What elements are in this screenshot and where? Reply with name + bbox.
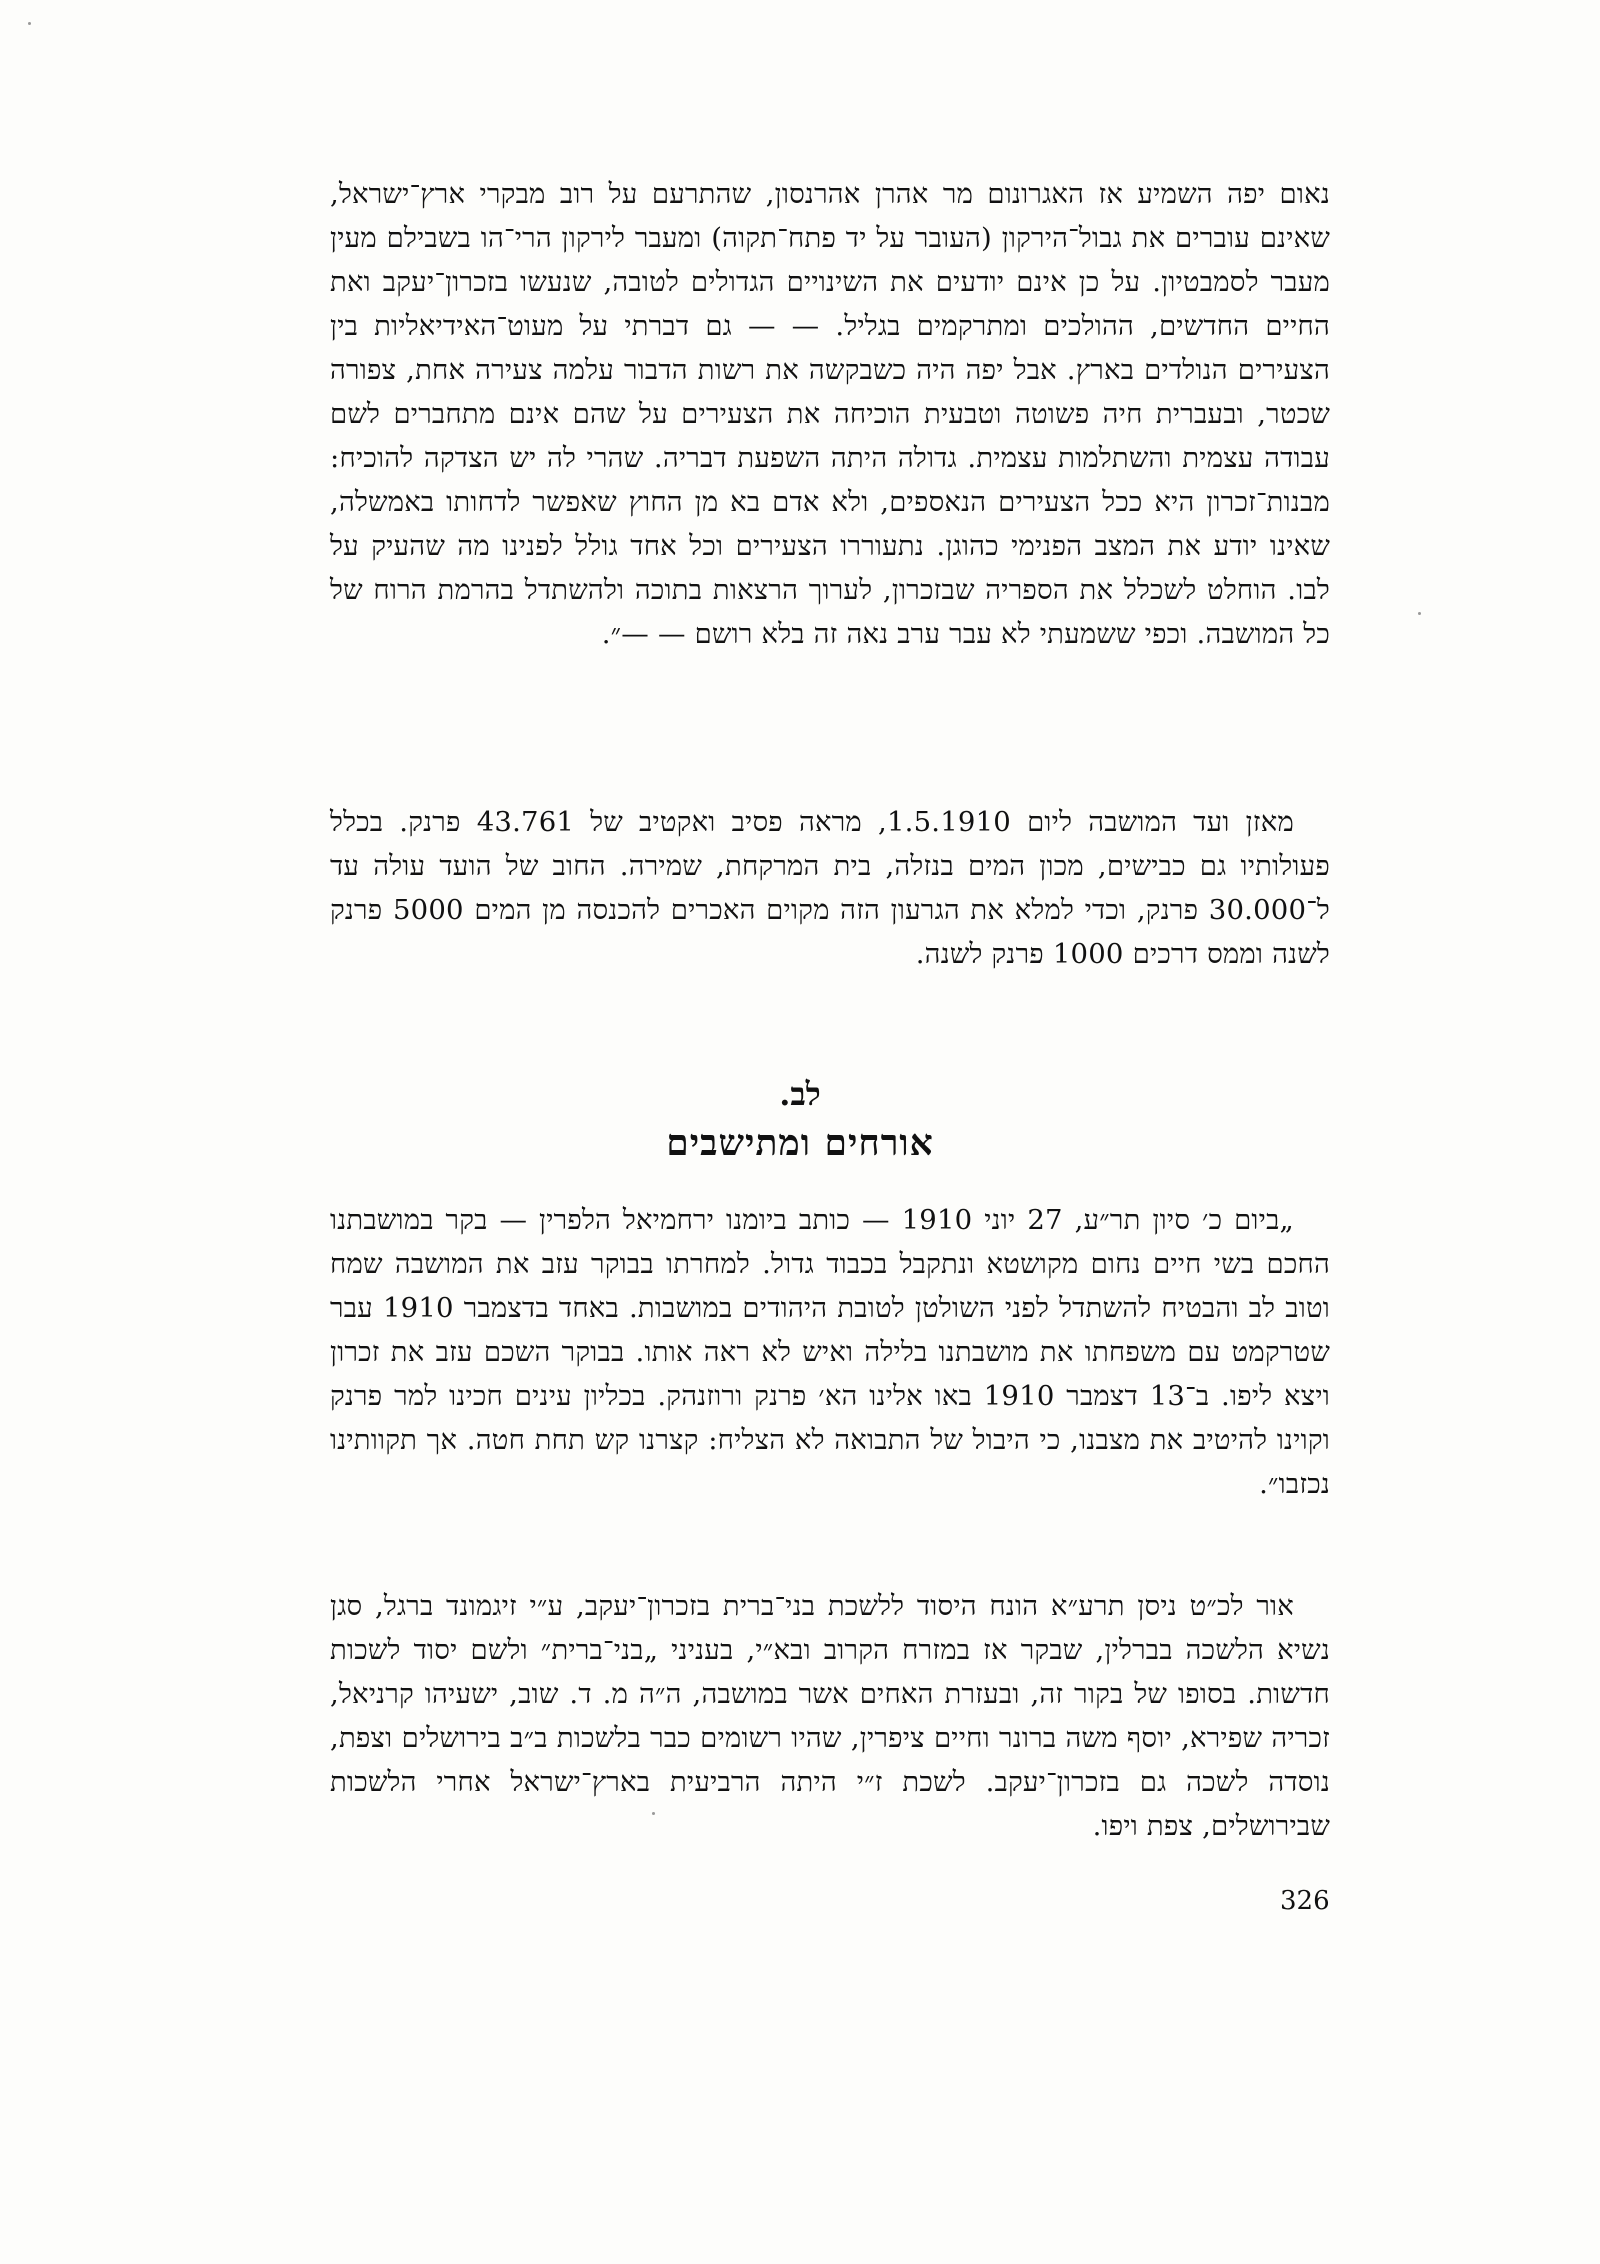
scan-speck (1418, 612, 1421, 615)
scan-speck (28, 22, 31, 25)
paragraph-block-1 (330, 172, 1330, 656)
paragraph-block-3 (330, 1198, 1330, 1506)
chapter-number: לב. (779, 1075, 821, 1113)
chapter-title: אורחים ומתישבים (666, 1122, 934, 1164)
paragraph-block-2 (330, 800, 1330, 976)
paragraph-speech: נאום יפה השמיע אז האגרונום מר אהרן אהרנסון, שהתרעם על רוב מבקרי ארץ־ישראל, שאינם עוברים את גבול־הירקון (העובר על יד פתח־תקוה) ומעבר לירקון הרי־הו בשבילם מעין מעבר לסמבטיון. על כן אינם יודעים את השינויים הגדולים לטובה, שנעשו בזכרון־יעקב ואת החיים החדשים, ההולכים ומתרקמים בגליל. — — גם דברתי על מעוט־האידיאליות בין הצעירים הנולדים בארץ. אבל יפה היה כשבקשה את רשות הדבור עלמה צעירה אחת, צפורה שכטר, ובעברית חיה פשוטה וטבעית הוכיחה את הצעירים על שהם אינם מתחברים לשם עבודה עצמית והשתלמות עצמית. גדולה היתה השפעת דבריה. שהרי לה יש הצדקה להוכיח: מבנות־זכרון היא ככל הצעירים הנאספים, ולא אדם בא מן החוץ שאפשר לדחותו באמשלה, שאינו יודע את המצב הפנימי כהוגן. נתעוררו הצעירים וכל אחד גולל לפנינו מה שהעיק על לבו. הוחלט לשכלל את הספריה שבזכרון, לערוך הרצאות בתוכה ולהשתדל בהרמת הרוח של כל המושבה. וכפי ששמעתי לא עבר ערב נאה זה בלא רושם — —״. (330, 178, 1330, 650)
scan-speck (652, 1812, 655, 1815)
paragraph-block-4 (330, 1584, 1330, 1848)
paragraph-balance: מאזן ועד המושבה ליום 1.5.1910, מראה פסיב ואקטיב של 43.761 פרנק. בכלל פעולותיו גם כבישים, מכון המים בנזלה, בית המרקחת, שמירה. החוב של הועד עולה עד ל־30.000 פרנק, וכדי למלא את הגרעון הזה מקוים האכרים להכנסה מן המים 5000 פרנק לשנה וממס דרכים 1000 פרנק לשנה. (330, 806, 1330, 970)
page-number: 326 (1280, 1886, 1330, 1916)
paragraph-bnei-brith: אור לכ״ט ניסן תרע״א הונח היסוד ללשכת בני־ברית בזכרון־יעקב, ע״י זיגמונד ברגל, סגן נשיא הלשכה בברלין, שבקר אז במזרח הקרוב ובא״י, בעניני „בני־ברית״ ולשם יסוד לשכות חדשות. בסופו של בקור זה, ובעזרת האחים אשר במושבה, ה״ה מ. ד. שוב, ישעיהו קרניאל, זכריה שפירא, יוסף משה ברונר וחיים ציפרין, שהיו רשומים כבר בלשכות ב״ב בירושלים וצפת, נוסדה לשכה גם בזכרון־יעקב. לשכת ז״י היתה הרביעית בארץ־ישראל אחרי הלשכות שבירושלים, צפת ויפו. (330, 1590, 1330, 1842)
paragraph-diary-quote: „ביום כ׳ סיון תר״ע, 27 יוני 1910 — כותב ביומנו ירחמיאל הלפרין — בקר במושבתנו החכם בשי חיים נחום מקושטא ונתקבל בכבוד גדול. למחרתו בבוקר עזב את המושבה שמח וטוב לב והבטיח להשתדל לפני השולטן לטובת היהודים במושבות. באחד בדצמבר 1910 עבר שטרקמט עם משפחתו את מושבתנו בלילה ואיש לא ראה אותו. בבוקר השכם עזב את זכרון ויצא ליפו. ב־13 דצמבר 1910 באו אלינו הא׳ פרנק ורוזנהק. בכליון עינים חכינו למר פרנק וקוינו להיטיב את מצבנו, כי היבול של התבואה לא הצליח: קצרנו קש תחת חטה. אך תקוותינו נכזבו״. (330, 1204, 1331, 1500)
